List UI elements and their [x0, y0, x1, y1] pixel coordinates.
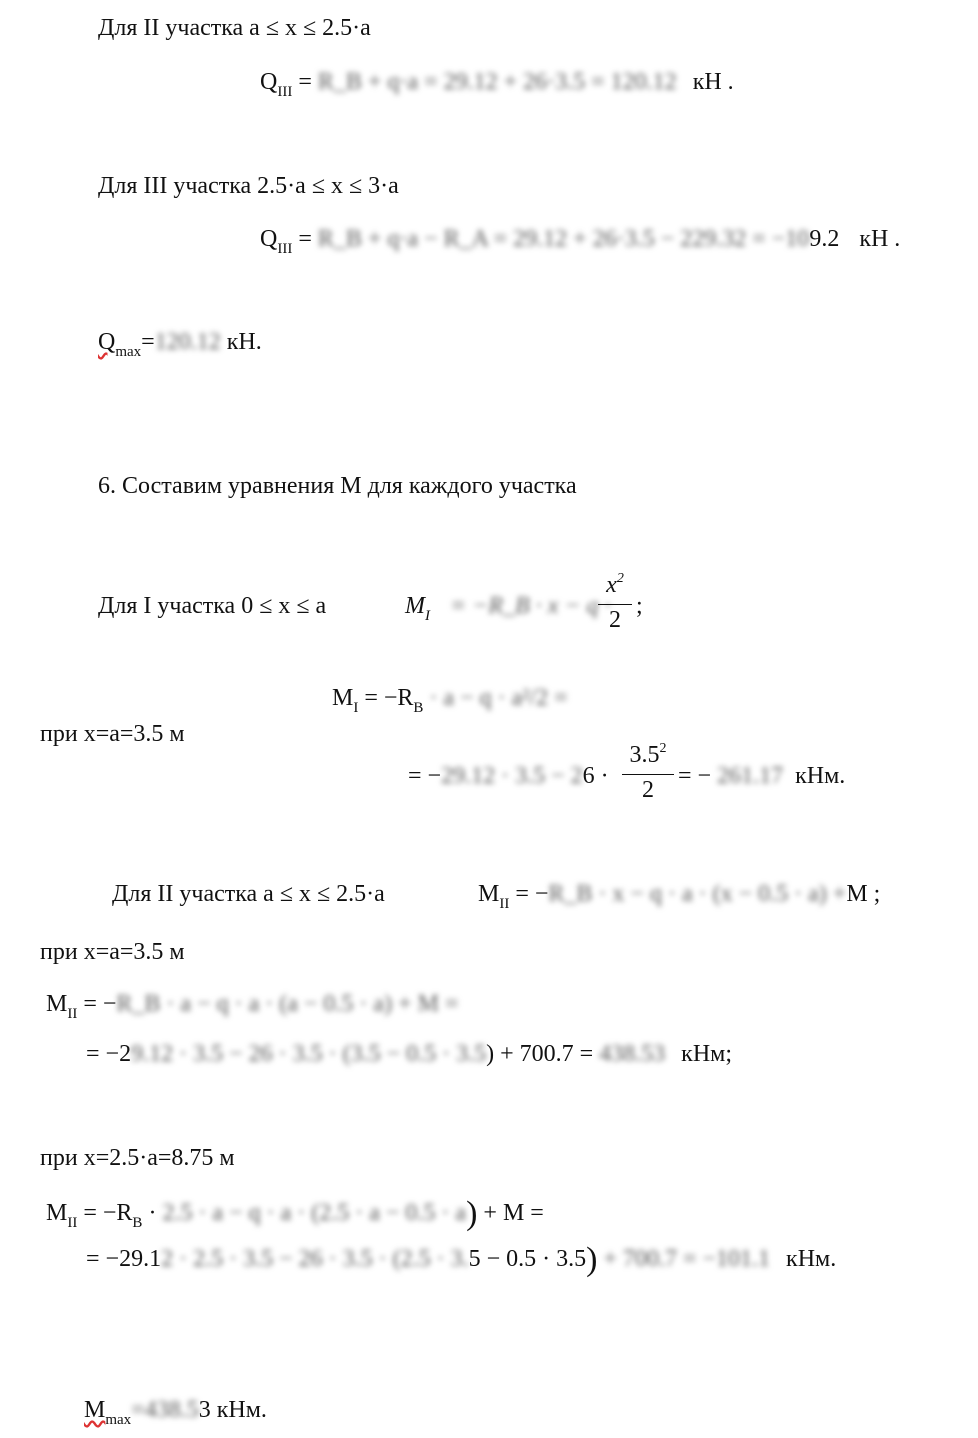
blurred-expression: 2.5 · a − q · a · (2.5 · a − 0.5 · a [162, 1200, 467, 1226]
blurred-expression: R_B · a − q · a · (a − 0.5 · a) + M = [116, 991, 459, 1017]
m1-value-line-2: = −29.12 · 3.5 − 26 · [408, 763, 609, 789]
section-1-moment-heading: Для I участка 0 ≤ x ≤ a [98, 593, 327, 619]
m2-equation: $M_{II}$ = −R_B · x − q · a · (x − 0.5 · a) +M ; [478, 881, 881, 912]
q3-equation-a: $Q_{III}$ = R_B + q·a = 29.12 + 26·3.5 = 120.12 кН . [260, 69, 734, 100]
blurred-expression: · a − q · a²/2 = [429, 685, 568, 711]
blurred-value: + 700.7 = −101.1 [603, 1246, 771, 1272]
m2-value-a-line-2: = −29.12 · 3.5 − 26 · 3.5 · (3.5 − 0.5 · 3.5) + 700.7 = 438.53 кНм; [86, 1041, 733, 1067]
blurred-value: 120.12 [154, 329, 221, 355]
blurred-value: 438.53 [599, 1041, 666, 1067]
m2-value-a-line-1: $M_{II}$ = −R_B · a − q · a · (a − 0.5 · a) + M = [46, 991, 459, 1022]
m1-value-result: = − 261.17 кНм. [678, 763, 846, 789]
blurred-expression: 29.12 · 3.5 − 2 [441, 763, 583, 789]
m1-fraction: $x^2$ 2 [598, 572, 632, 633]
section-3-heading: Для III участка 2.5·a ≤ x ≤ 3·a [98, 173, 399, 199]
m1-value-line-1: $M_I = -R_B \cdot a - q \cdot a^2/2$ = [332, 685, 568, 716]
blurred-expression: 9.12 · 3.5 − 26 · 3.5 · (3.5 − 0.5 · 3.5 [131, 1041, 487, 1067]
at-x-eq-2-5a-label: при x=2.5·a=8.75 м [40, 1145, 235, 1171]
blurred-expression: R_B · x − q · a · (x − 0.5 · a) + [548, 881, 847, 907]
m1-value-fraction: $3.5^2$ 2 [622, 742, 674, 803]
m2-value-b-line-2: = −29.12 · 2.5 · 3.5 − 26 · 3.5 · (2.5 · 3.5 − 0.5 · 3.5) + 700.7 = −101.1 кНм. [86, 1241, 837, 1278]
blurred-expression: = −R_B · x − q · [450, 593, 611, 619]
m2-value-b-line-1: $M_{II} = -R_B \cdot 2.5 \cdot a - q \cdot a \cdot (2.5 \cdot a - 0.5 \cdot a) + M$ = [46, 1195, 544, 1232]
m1-semicolon: ; [636, 593, 643, 619]
section-2-heading: Для II участка a ≤ x ≤ 2.5·a [98, 15, 371, 41]
blurred-expression: R_B + q·a = 29.12 + 26·3.5 = 120.12 [317, 69, 677, 95]
qmax-line: $Q_{max}=120.12$ кН. [98, 329, 262, 360]
at-x-eq-a-label: при x=a=3.5 м [40, 721, 185, 747]
blurred-expression: R_B + q·a − R_A = 29.12 + 26·3.5 − 229.32 = −10 [317, 226, 810, 252]
step-6-heading: 6. Составим уравнения М для каждого участка [98, 473, 577, 499]
blurred-value: 261.17 [717, 763, 784, 789]
m1-equation: $M_I$ = −R_B · x − q · [405, 593, 611, 624]
blurred-expression: 2 · 2.5 · 3.5 − 26 · 3.5 · (2.5 · 3. [161, 1246, 469, 1272]
at-x-eq-a-label-2: при x=a=3.5 м [40, 939, 185, 965]
q3-equation-b: $Q_{III}$ = R_B + q·a − R_A = 29.12 + 26·3.5 − 229.32 = −109.2 кН . [260, 226, 901, 257]
mmax-line: $M_{max}=438.53$ кНм. [84, 1397, 267, 1428]
section-2-moment-heading: Для II участка a ≤ x ≤ 2.5·a [112, 881, 385, 907]
blurred-value: =438.5 [131, 1397, 199, 1423]
